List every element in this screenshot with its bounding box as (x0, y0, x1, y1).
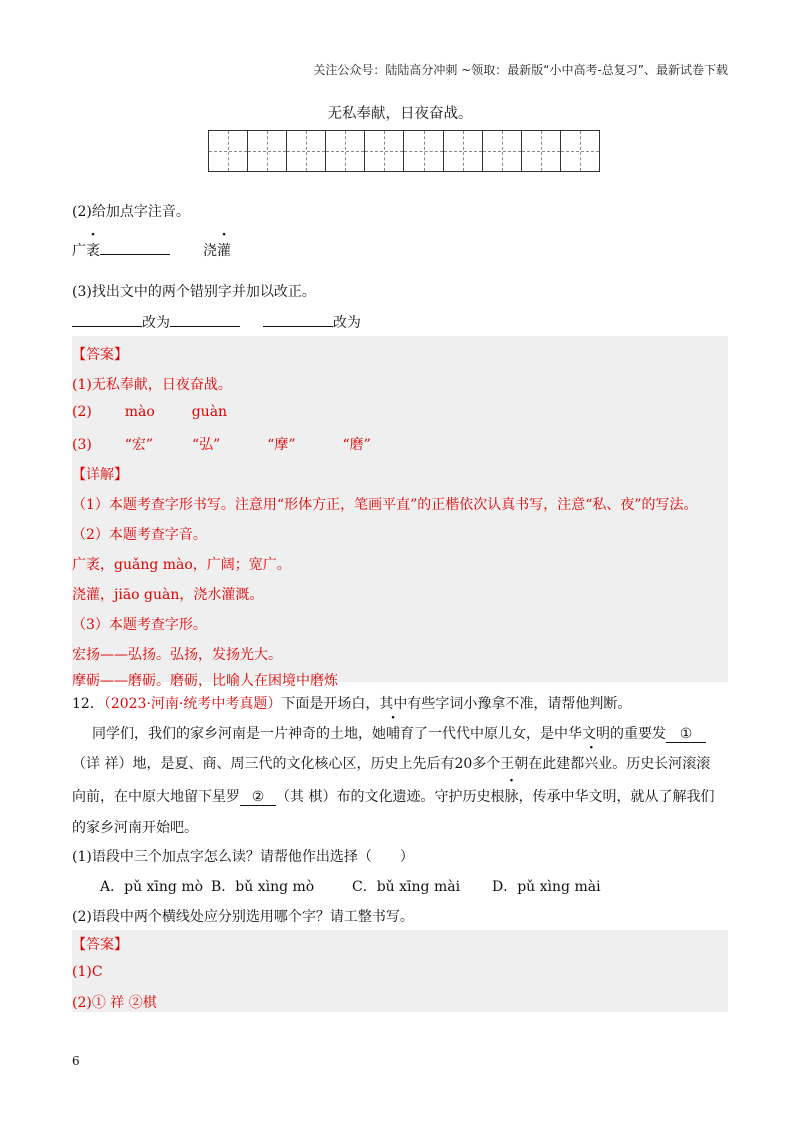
grid-cell[interactable] (404, 131, 443, 171)
sub-question-2: (2)语段中两个横线处应分别选用哪个字？请工整书写。 (72, 909, 414, 925)
answer-2: (2)① 祥 ②棋 (72, 995, 157, 1011)
dotted-char: 灌 (217, 243, 231, 259)
answer-blank[interactable] (170, 312, 240, 327)
detail-7: 摩砺——磨砺。磨砺，比喻人在困境中磨炼 (72, 673, 338, 689)
option-a[interactable]: A．pǔ xīng mò (100, 879, 204, 895)
option-c[interactable]: C．bǔ xīng mài (352, 879, 461, 895)
passage-line-1: 同学们，我们的家乡河南是一片神奇的土地，她哺育了一代代中原儿女，是中华文明的重要发 ① (92, 723, 706, 743)
passage-line-3: 向前，在中原大地留下星罗 ② （其 棋）布的文化遗迹。守护历史根脉，传承中华文明，就从了解我们 (72, 786, 714, 806)
detail-3: 广袤，guǎng mào，广阔；宽广。 (72, 557, 291, 573)
option-d[interactable]: D．pǔ xìng mài (492, 879, 601, 895)
detail-2: （2）本题考查字音。 (72, 527, 207, 543)
detail-tag: 【详解】 (72, 467, 128, 483)
sub-question-1: (1)语段中三个加点字怎么读？请帮他作出选择（ ） (72, 849, 414, 865)
dotted-char: 兴 (584, 756, 599, 772)
word-char: 浇 (203, 243, 217, 259)
answer-2: (2) mào guàn (72, 404, 228, 420)
pinyin-item-2 (203, 240, 231, 260)
detail-6: 宏扬——弘扬。弘扬，发扬光大。 (72, 647, 282, 663)
question-source: （2023·河南·统考中考真题） (103, 696, 282, 712)
answer-3: (3) “宏” “弘” “摩” “磨” (72, 437, 371, 453)
copy-text: 无私奉献，日夜奋战。 (327, 106, 473, 122)
grid-cell[interactable] (209, 131, 248, 171)
grid-cell[interactable] (326, 131, 365, 171)
answer-1: (1)C (72, 964, 103, 980)
question-part-3: (3)找出文中的两个错别字并加以改正。 (72, 284, 316, 300)
grid-cell[interactable] (561, 131, 599, 171)
change-label: 改为 (142, 315, 170, 331)
change-label: 改为 (332, 315, 361, 331)
writing-grid[interactable] (208, 130, 600, 172)
answer-blank[interactable] (263, 312, 333, 327)
pinyin-item-1 (72, 240, 170, 260)
detail-5: （3）本题考查字形。 (72, 617, 207, 633)
grid-cell[interactable] (365, 131, 404, 171)
answer-blank[interactable] (100, 240, 170, 255)
grid-cell[interactable] (522, 131, 561, 171)
page-header: 关注公众号：陆陆高分冲刺 ~领取：最新版“小中高考-总复习”、最新试卷下载 (313, 63, 728, 77)
dotted-char: 脉 (504, 789, 519, 805)
correction-line (72, 312, 361, 332)
answer-tag: 【答案】 (72, 347, 128, 363)
word-char: 广 (72, 243, 86, 259)
grid-cell[interactable] (248, 131, 287, 171)
grid-cell[interactable] (483, 131, 522, 171)
answer-blank[interactable] (72, 312, 142, 327)
answer-box-1 (72, 336, 728, 689)
page-number: 6 (72, 1054, 80, 1068)
blank-1[interactable]: ① (666, 726, 706, 743)
option-b[interactable]: B．bǔ xìng mò (211, 879, 315, 895)
passage-line-4: 的家乡河南开始吧。 (72, 820, 198, 836)
dotted-char: 袤 (86, 243, 100, 259)
question-part-2: (2)给加点字注音。 (72, 204, 190, 220)
answer-1: (1)无私奉献，日夜奋战。 (72, 377, 232, 393)
detail-4: 浇灌，jiāo guàn，浇水灌溉。 (72, 587, 264, 603)
grid-cell[interactable] (287, 131, 326, 171)
answer-box-2 (72, 930, 728, 1012)
answer-tag: 【答案】 (72, 937, 128, 953)
grid-cell[interactable] (444, 131, 483, 171)
passage-line-2: （详 祥）地，是夏、商、周三代的文化核心区，历史上先后有20多个王朝在此建都兴业。历史长河滚滚 (72, 753, 710, 773)
question-12-stem: 12．（2023·河南·统考中考真题）下面是开场白，其中有些字词小豫拿不准，请帮他判断。 (72, 696, 632, 712)
detail-1: （1）本题考查字形书写。注意用“形体方正，笔画平直”的正楷依次认真书写，注意“私、夜”的写法。 (72, 497, 698, 513)
dotted-char: 哺 (386, 726, 400, 742)
blank-2[interactable]: ② (240, 789, 276, 806)
